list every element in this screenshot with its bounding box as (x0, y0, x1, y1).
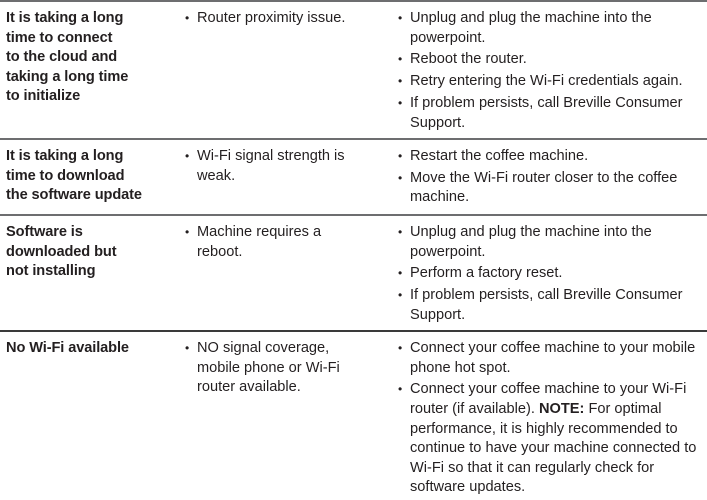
solution-cell (398, 9, 703, 136)
problem-line: to initialize (6, 88, 81, 105)
cause-text: NO signal coverage, mobile phone or Wi-Fi router available. (197, 340, 340, 396)
bullet-icon: • (398, 288, 403, 303)
problem-line: time to connect (6, 29, 113, 46)
bullet-icon: • (398, 74, 403, 89)
solution-text: Unplug and plug the machine into the powerpoint. (410, 224, 652, 260)
solution-item (398, 223, 703, 262)
problem-line: No Wi-Fi available (6, 340, 129, 356)
solution-item (398, 286, 703, 325)
bullet-icon: • (398, 149, 403, 163)
note-text: For optimal performance, it is highly recommended to continue to have your machine connected to Wi-Fi so that it can regularly check for software updates. (410, 401, 697, 496)
bullet-icon: • (398, 225, 403, 239)
bullet-icon: • (185, 149, 190, 163)
solution-item (398, 147, 703, 167)
solution-item (398, 169, 703, 208)
bullet-icon: • (185, 225, 190, 239)
solution-item (398, 380, 703, 498)
problem-line: time to download (6, 167, 125, 184)
solution-item (398, 9, 703, 48)
cause-cell (185, 9, 360, 31)
bullet-icon: • (398, 341, 403, 355)
problem-line: to the cloud and (6, 49, 118, 66)
solution-item (398, 50, 703, 70)
cause-item (185, 9, 360, 29)
solution-cell (398, 147, 703, 210)
bullet-icon: • (398, 266, 403, 281)
cause-cell (185, 147, 360, 188)
bullet-icon: • (398, 382, 403, 397)
solution-cell (398, 223, 703, 328)
solution-text: Connect your coffee machine to your Wi-Fi router (if available). (410, 381, 687, 418)
bullet-icon: • (398, 170, 403, 185)
cause-cell (185, 223, 360, 264)
problem-line: not installing (6, 263, 96, 280)
bullet-icon: • (398, 96, 403, 111)
row-divider (0, 0, 707, 2)
solution-item (398, 264, 703, 284)
problem-cell (6, 9, 156, 107)
problem-cell (6, 223, 156, 282)
problem-line: downloaded but (6, 243, 117, 260)
bullet-icon: • (185, 11, 190, 25)
bullet-icon: • (398, 11, 403, 25)
problem-cell (6, 147, 156, 206)
row-divider (0, 330, 707, 332)
solution-text: If problem persists, call Breville Consumer Support. (410, 95, 683, 131)
row-divider (0, 214, 707, 216)
cause-text: Machine requires a reboot. (197, 224, 322, 260)
cause-text: Router proximity issue. (197, 10, 346, 26)
problem-line: It is taking a long (6, 10, 124, 26)
solution-text: Move the Wi-Fi router closer to the coffee machine. (410, 169, 678, 206)
row-divider (0, 138, 707, 140)
solution-text: Retry entering the Wi-Fi credentials again. (410, 73, 683, 90)
problem-cell (6, 339, 156, 359)
cause-item (185, 147, 360, 186)
solution-text: Restart the coffee machine. (410, 148, 589, 164)
solution-text: Perform a factory reset. (410, 265, 563, 282)
bullet-icon: • (185, 341, 190, 355)
cause-item (185, 223, 360, 262)
cause-text: Wi-Fi signal strength is weak. (197, 148, 345, 184)
solution-cell (398, 339, 703, 500)
bullet-icon: • (398, 52, 403, 67)
problem-line: It is taking a long (6, 148, 124, 164)
solution-text: If problem persists, call Breville Consumer Support. (410, 287, 683, 323)
solution-text: Connect your coffee machine to your mobile phone hot spot. (410, 340, 696, 376)
solution-item (398, 339, 703, 378)
problem-line: the software update (6, 187, 142, 204)
solution-item (398, 72, 703, 92)
solution-text: Unplug and plug the machine into the powerpoint. (410, 10, 652, 46)
solution-text: Reboot the router. (410, 51, 527, 68)
solution-item (398, 94, 703, 133)
cause-item (185, 339, 360, 398)
cause-cell (185, 339, 360, 400)
note-label: NOTE: (538, 401, 585, 418)
problem-line: taking a long time (6, 68, 129, 85)
problem-line: Software is (6, 224, 83, 240)
